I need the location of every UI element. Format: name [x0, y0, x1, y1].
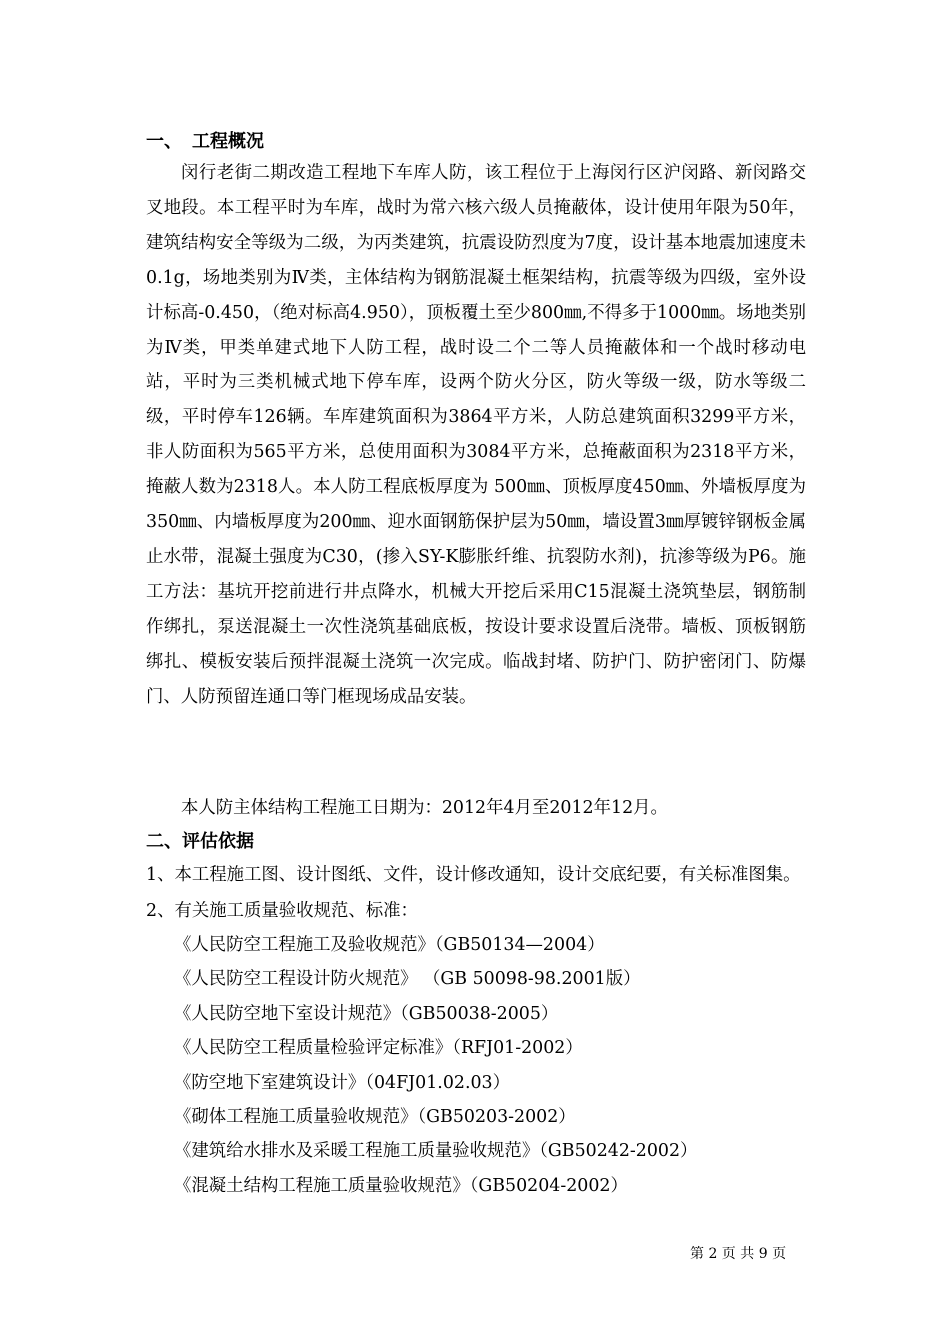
- section1-heading: [146, 128, 264, 156]
- standard-item: 《人民防空工程施工及验收规范》（GB50134—2004）: [174, 935, 605, 955]
- standard-item: 《建筑给水排水及采暖工程施工质量验收规范》（GB50242-2002）: [174, 1141, 698, 1162]
- page-number-footer: 第 2 页 共 9 页: [690, 1246, 787, 1262]
- construction-schedule: 本人防主体结构工程施工日期为：2012年4月至2012年12月。: [181, 798, 668, 818]
- standard-item: 《防空地下室建筑设计》（04FJ01.02.03）: [174, 1072, 510, 1093]
- section1-title: 工程概况: [192, 131, 264, 152]
- basis-item-2: 2、有关施工质量验收规范、标准：: [146, 901, 418, 921]
- standard-item: 《人民防空地下室设计规范》（GB50038-2005）: [174, 1003, 559, 1024]
- basis-item-1: 1、本工程施工图、设计图纸、文件，设计修改通知，设计交底纪要，有关标准图集。: [146, 865, 801, 885]
- section1-paragraph: 闵行老街二期改造工程地下车库人防，该工程位于上海闵行区沪闵路、新闵路交叉地段。本工程平时为车库，战时为常六核六级人员掩蔽体，设计使用年限为50年，建筑结构安全等级为二级，为丙类建筑，抗震设防烈度为7度，设计基本地震加速度未0.1g，场地类别为Ⅳ类，主体结构为钢筋混凝土框架结构，抗震等级为四级，室外设计标高-0.450，（绝对标高4.950），顶板覆土至少800㎜,不得多于1000㎜。场地类别为Ⅳ类，甲类单建式地下人防工程，战时设二个二等人员掩蔽体和一个战时移动电站，平时为三类机械式地下停车库，设两个防火分区，防火等级一级，防水等级二级，平时停车126辆。车库建筑面积为3864平方米，人防总建筑面积3299平方米，非人防面积为565平方米，总使用面积为3084平方米，总掩蔽面积为2318平方米，掩蔽人数为2318人。本人防工程底板厚度为 500㎜、顶板厚度450㎜、外墙板厚度为350㎜、内墙板厚度为200㎜、迎水面钢筋保护层为50㎜，墙设置3㎜厚镀锌钢板金属止水带，混凝土强度为C30，(掺入SY-K膨胀纤维、抗裂防水剂)，抗渗等级为P6。施工方法：基坑开挖前进行井点降水，机械大开挖后采用C15混凝土浇筑垫层，钢筋制作绑扎，泵送混凝土一次性浇筑基础底板，按设计要求设置后浇带。墙板、顶板钢筋绑扎、模板安装后预拌混凝土浇筑一次完成。临战封堵、防护门、防护密闭门、防爆门、人防预留连通口等门框现场成品安装。: [146, 163, 806, 707]
- standards-list: [174, 928, 814, 1203]
- standard-item: 《人民防空工程设计防火规范》 （GB 50098-98.2001版）: [174, 969, 641, 990]
- standard-item: 《人民防空工程质量检验评定标准》（RFJ01-2002）: [174, 1038, 583, 1059]
- standard-item: 《混凝土结构工程施工质量验收规范》（GB50204-2002）: [174, 1175, 628, 1196]
- section2-heading: 二、评估依据: [146, 831, 254, 852]
- section1-number: 一、: [146, 131, 182, 152]
- standard-item: 《砌体工程施工质量验收规范》（GB50203-2002）: [174, 1106, 576, 1127]
